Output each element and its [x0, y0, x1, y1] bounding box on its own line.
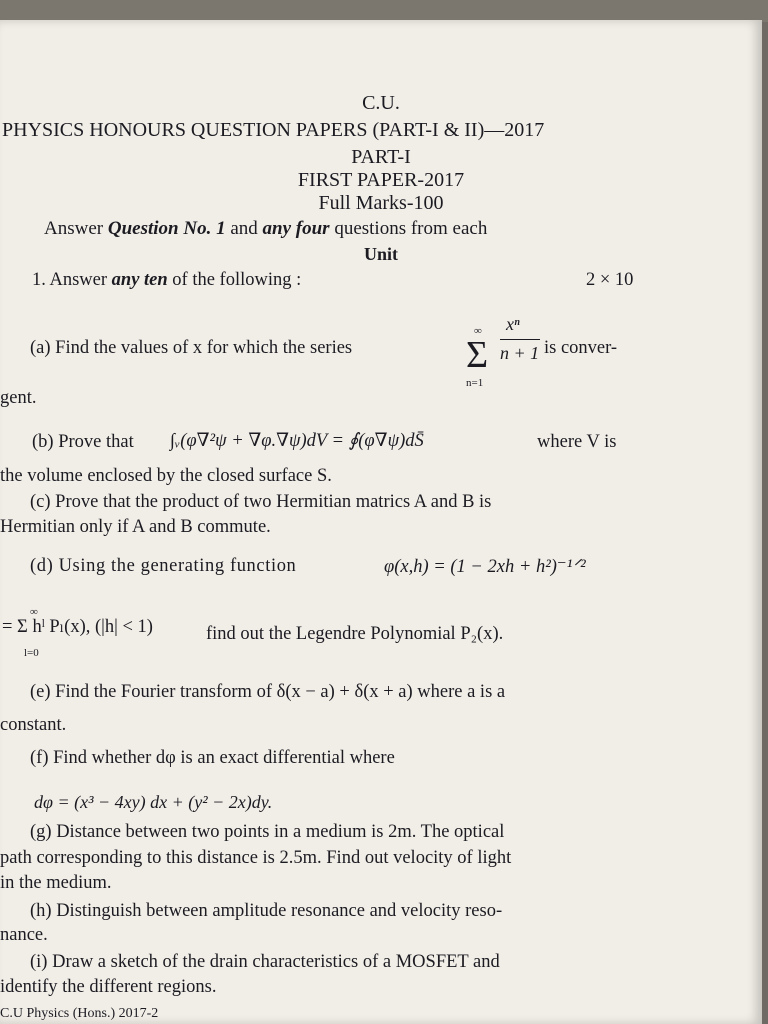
item-h-line2: nance. — [0, 925, 48, 945]
paper-series-title: PHYSICS HONOURS QUESTION PAPERS (PART-I & II)—2017 — [2, 119, 545, 141]
item-c-line1: (c) Prove that the product of two Hermitian matrics A and B is — [30, 492, 492, 512]
paper-heading: FIRST PAPER-2017 — [297, 169, 465, 191]
legendre-sum-lower: l=0 — [24, 647, 39, 659]
item-g-line2: path corresponding to this distance is 2.5m. Find out velocity of light — [0, 848, 512, 868]
instr-emph-any-four: any four — [262, 218, 330, 239]
q1-emph: any ten — [111, 270, 168, 290]
unit-heading: Unit — [363, 244, 398, 264]
q1-marks: 2 × 10 — [586, 270, 634, 290]
item-b-text: (b) Prove that — [32, 432, 134, 452]
sum-symbol: Σ — [466, 334, 489, 376]
item-a-text: (a) Find the values of x for which the series — [30, 338, 353, 358]
instr-prefix: Answer — [44, 218, 108, 239]
page-footer: C.U Physics (Hons.) 2017-2 — [0, 1006, 159, 1021]
item-f-line2: dφ = (x³ − 4xy) dx + (y² − 2x)dy. — [34, 792, 273, 812]
instr-mid: and — [225, 218, 263, 239]
paper-page — [0, 20, 762, 1024]
item-i-line2: identify the different regions. — [0, 977, 217, 997]
sum-upper: ∞ — [474, 325, 482, 337]
item-e-line1: (e) Find the Fourier transform of δ(x − a) + δ(x + a) where a is a — [30, 682, 506, 702]
item-d-text: (d) Using the generating function — [30, 556, 297, 576]
item-b-integral: ∫ᵥ(φ∇²ψ + ∇φ.∇ψ)dV = ∮(φ∇ψ)dS̄ — [170, 431, 424, 451]
full-marks: Full Marks-100 — [318, 192, 444, 214]
item-c-line2: Hermitian only if A and B commute. — [0, 517, 271, 537]
item-b-cont: the volume enclosed by the closed surface S. — [0, 466, 332, 486]
series-numerator: xⁿ — [506, 314, 520, 334]
generating-function: φ(x,h) = (1 − 2xh + h²)⁻¹ᐟ² — [384, 557, 586, 577]
item-i-line1: (i) Draw a sketch of the drain characteristics of a MOSFET and — [30, 952, 500, 972]
legendre-sum-upper: ∞ — [30, 606, 38, 618]
fraction-bar — [500, 339, 540, 340]
sum-lower: n=1 — [466, 377, 484, 389]
item-b-tail: where V is — [537, 432, 617, 452]
item-g-line1: (g) Distance between two points in a medium is 2m. The optical — [30, 822, 505, 842]
question-1 — [32, 270, 301, 291]
legendre-sum: = Σ hˡ Pₗ(x), (|h| < 1) — [2, 617, 153, 637]
item-g-line3: in the medium. — [0, 873, 112, 893]
item-a-cont: gent. — [0, 388, 37, 408]
university-code: C.U. — [362, 92, 400, 114]
item-e-line2: constant. — [0, 715, 67, 735]
item-h-line1: (h) Distinguish between amplitude resonance and velocity reso- — [30, 901, 503, 921]
item-a-tail: is conver- — [544, 338, 618, 358]
item-f-line1: (f) Find whether dφ is an exact differential where — [30, 748, 395, 768]
q1-lead: 1. Answer — [32, 270, 112, 290]
q1-tail: of the following : — [167, 270, 302, 290]
item-d-tail: find out the Legendre Polynomial P₂(x). — [206, 624, 504, 644]
series-denominator: n + 1 — [500, 343, 540, 363]
instr-emph-question: Question No. 1 — [107, 218, 226, 239]
instr-suffix: questions from each — [329, 218, 488, 239]
part-heading: PART-I — [351, 146, 411, 168]
scan-top-border — [0, 0, 768, 22]
instructions — [44, 218, 487, 240]
